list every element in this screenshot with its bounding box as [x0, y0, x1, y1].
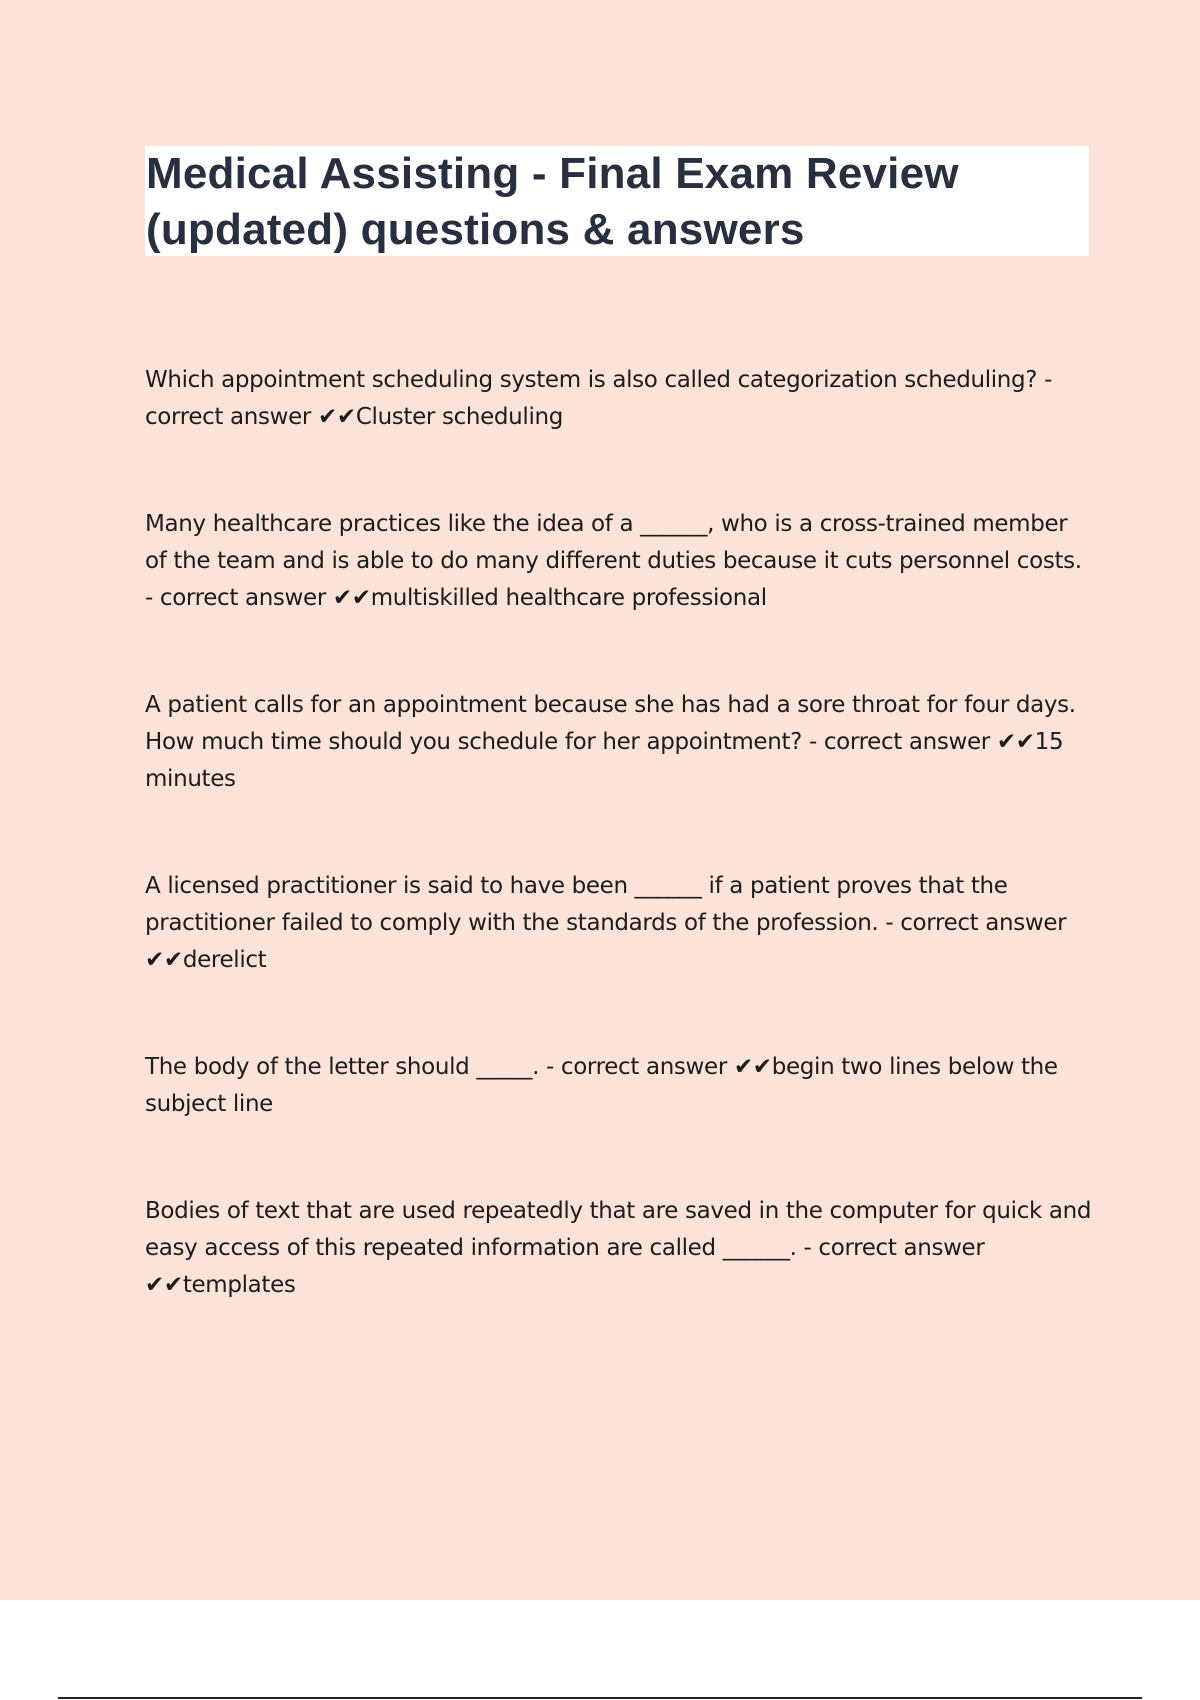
title-box [145, 146, 1089, 256]
document-title: Medical Assisting - Final Exam Review (updated) questions & answers [146, 149, 959, 254]
qa-item: The body of the letter should _____. - correct answer ✔✔begin two lines below the subject line [145, 1054, 1058, 1117]
qa-item: A licensed practitioner is said to have been ______ if a patient proves that the practitioner failed to comply with the standards of the profession. - correct answer ✔✔derelict [145, 873, 1067, 973]
qa-item: Many healthcare practices like the idea of a ______, who is a cross-trained member of the team and is able to do many different duties because it cuts personnel costs. - correct answer ✔✔multiskilled healthcare professional [145, 511, 1082, 611]
footer-divider [58, 1697, 1142, 1699]
qa-item: A patient calls for an appointment because she has had a sore throat for four days. How much time should you schedule for her appointment? - correct answer ✔✔15 minutes [145, 692, 1076, 792]
qa-item: Bodies of text that are used repeatedly that are saved in the computer for quick and easy access of this repeated information are called ______. - correct answer ✔✔templates [145, 1198, 1092, 1298]
qa-list [145, 362, 1095, 1374]
qa-item: Which appointment scheduling system is also called categorization scheduling? - correct answer ✔✔Cluster scheduling [145, 367, 1053, 430]
